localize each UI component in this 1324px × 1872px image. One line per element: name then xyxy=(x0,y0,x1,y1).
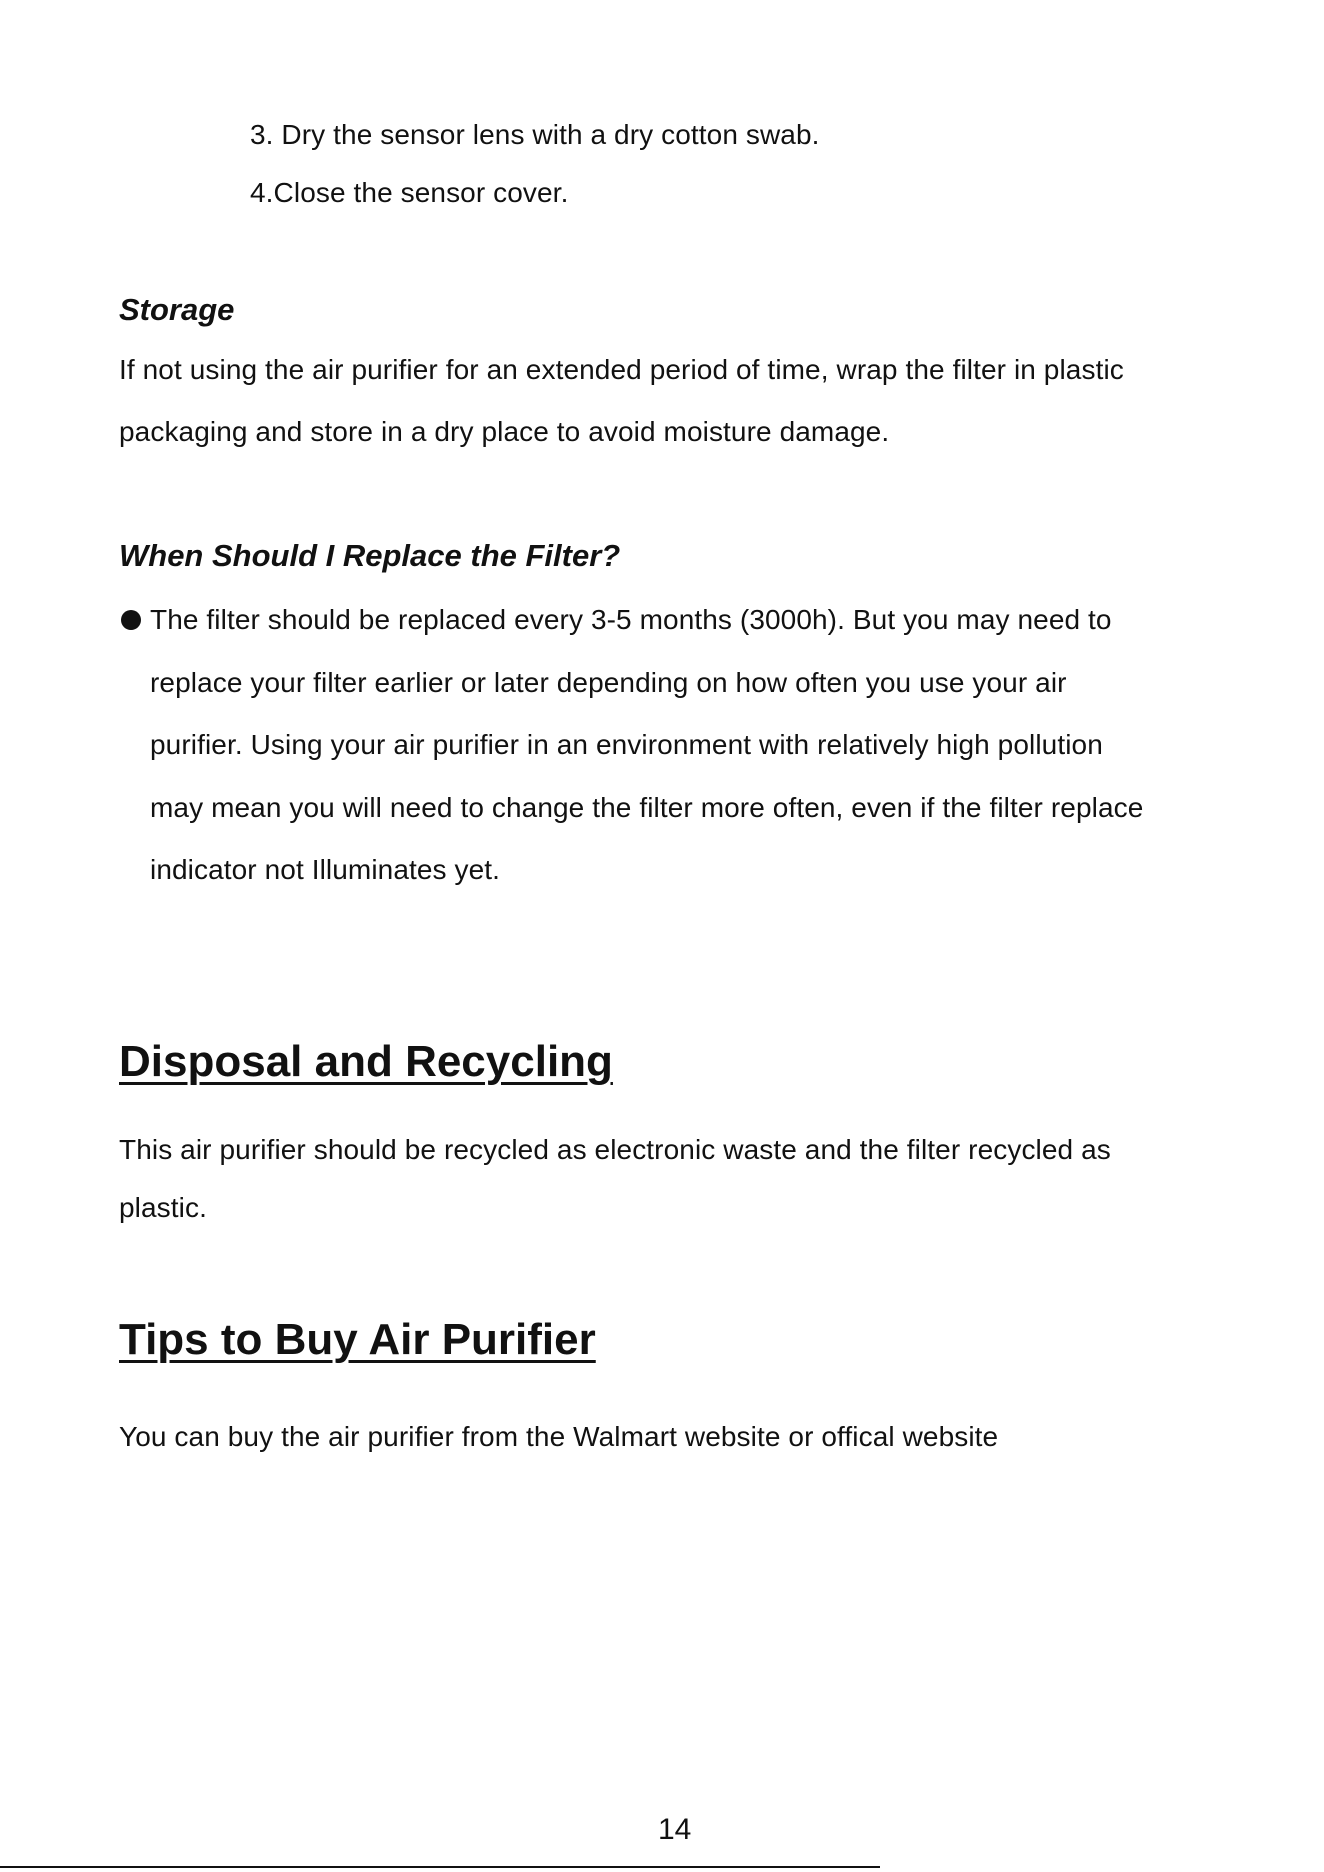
replace-filter-line-2: replace your filter earlier or later depending on how often you use your air xyxy=(150,667,1067,698)
step-4: 4.Close the sensor cover. xyxy=(250,177,569,208)
footer-rule xyxy=(0,1866,880,1868)
step-3: 3. Dry the sensor lens with a dry cotton swab. xyxy=(250,119,820,150)
disposal-line-1: This air purifier should be recycled as electronic waste and the filter recycled as xyxy=(119,1134,1111,1165)
storage-line-2: packaging and store in a dry place to avoid moisture damage. xyxy=(119,416,890,447)
storage-line-1: If not using the air purifier for an extended period of time, wrap the filter in plastic xyxy=(119,354,1124,385)
storage-heading: Storage xyxy=(119,292,235,327)
replace-filter-line-5: indicator not Illuminates yet. xyxy=(150,854,501,885)
disposal-line-2: plastic. xyxy=(119,1192,207,1223)
bullet-dot-icon xyxy=(121,610,141,630)
tips-heading: Tips to Buy Air Purifier xyxy=(119,1315,596,1364)
replace-filter-heading: When Should I Replace the Filter? xyxy=(119,538,621,573)
replace-filter-line-1: The filter should be replaced every 3-5 months (3000h). But you may need to xyxy=(150,604,1112,635)
replace-filter-line-3: purifier. Using your air purifier in an environment with relatively high pollution xyxy=(150,729,1103,760)
page-number: 14 xyxy=(658,1813,692,1846)
tips-line-1: You can buy the air purifier from the Walmart website or offical website xyxy=(119,1421,999,1452)
replace-filter-line-4: may mean you will need to change the filter more often, even if the filter replace xyxy=(150,792,1144,823)
disposal-heading: Disposal and Recycling xyxy=(119,1037,613,1086)
